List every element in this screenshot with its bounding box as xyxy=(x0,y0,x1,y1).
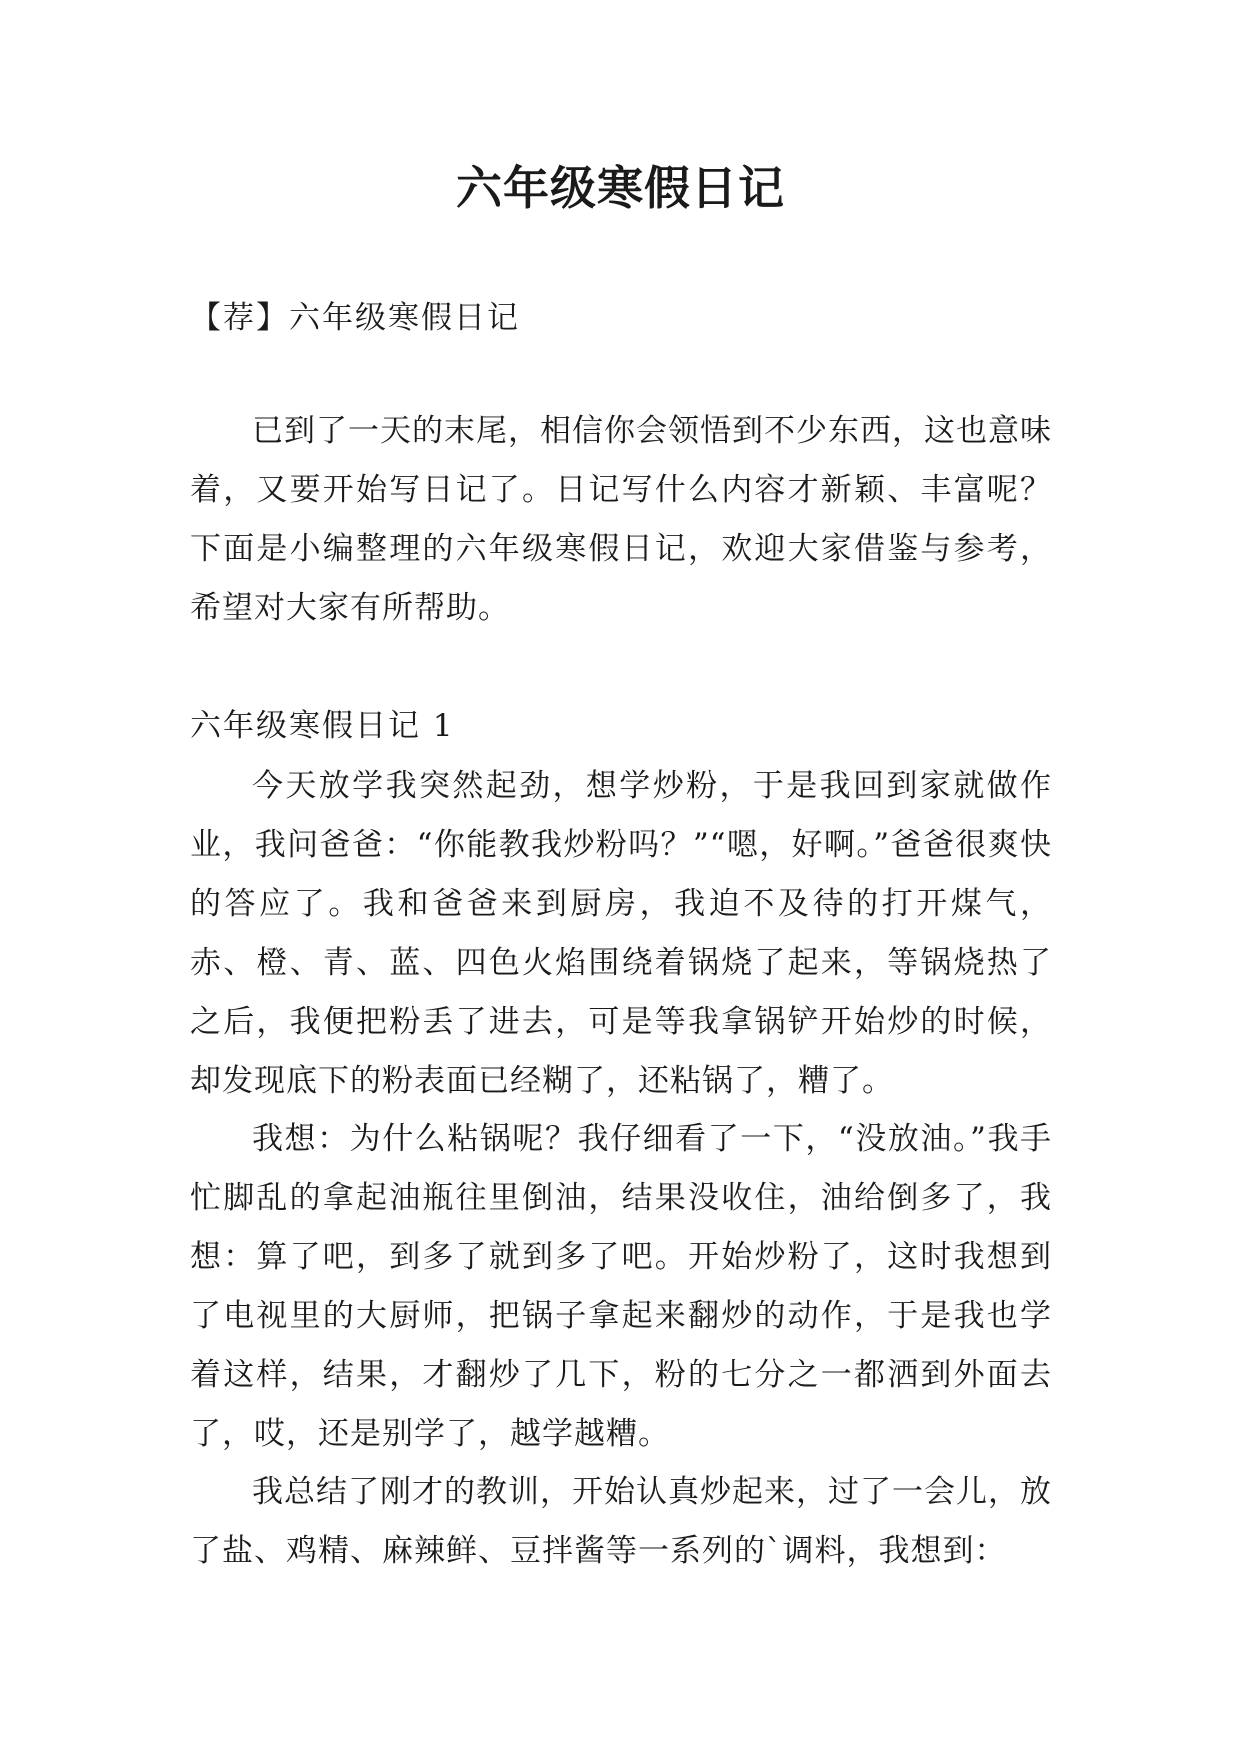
diary-paragraph-3: 我总结了刚才的教训，开始认真炒起来，过了一会儿，放了盐、鸡精、麻辣鲜、豆拌酱等一系列的`调料，我想到： xyxy=(190,1474,1052,1569)
intro-paragraph: 已到了一天的末尾，相信你会领悟到不少东西，这也意味着，又要开始写日记了。日记写什么内容才新颖、丰富呢？下面是小编整理的六年级寒假日记，欢迎大家借鉴与参考，希望对大家有所帮助。 xyxy=(190,413,1052,626)
section-heading: 六年级寒假日记 1 xyxy=(190,708,455,744)
diary-paragraph-2: 我想：为什么粘锅呢？我仔细看了一下，“没放油。”我手忙脚乱的拿起油瓶往里倒油，结果没收住，油给倒多了，我想：算了吧，到多了就到多了吧。开始炒粉了，这时我想到了电视里的大厨师，把锅子拿起来翻炒的动作，于是我也学着这样，结果，才翻炒了几下，粉的七分之一都洒到外面去了，哎，还是别学了，越学越糟。 xyxy=(190,1121,1052,1452)
diary-paragraph-1: 今天放学我突然起劲，想学炒粉，于是我回到家就做作业，我问爸爸：“你能教我炒粉吗？”“嗯，好啊。”爸爸很爽快的答应了。我和爸爸来到厨房，我迫不及待的打开煤气，赤、橙、青、蓝、四色火焰围绕着锅烧了起来，等锅烧热了之后，我便把粉丢了进去，可是等我拿锅铲开始炒的时候，却发现底下的粉表面已经糊了，还粘锅了，糟了。 xyxy=(190,768,1052,1099)
recommend-line: 【荐】六年级寒假日记 xyxy=(190,300,520,336)
document-title: 六年级寒假日记 xyxy=(456,161,785,215)
